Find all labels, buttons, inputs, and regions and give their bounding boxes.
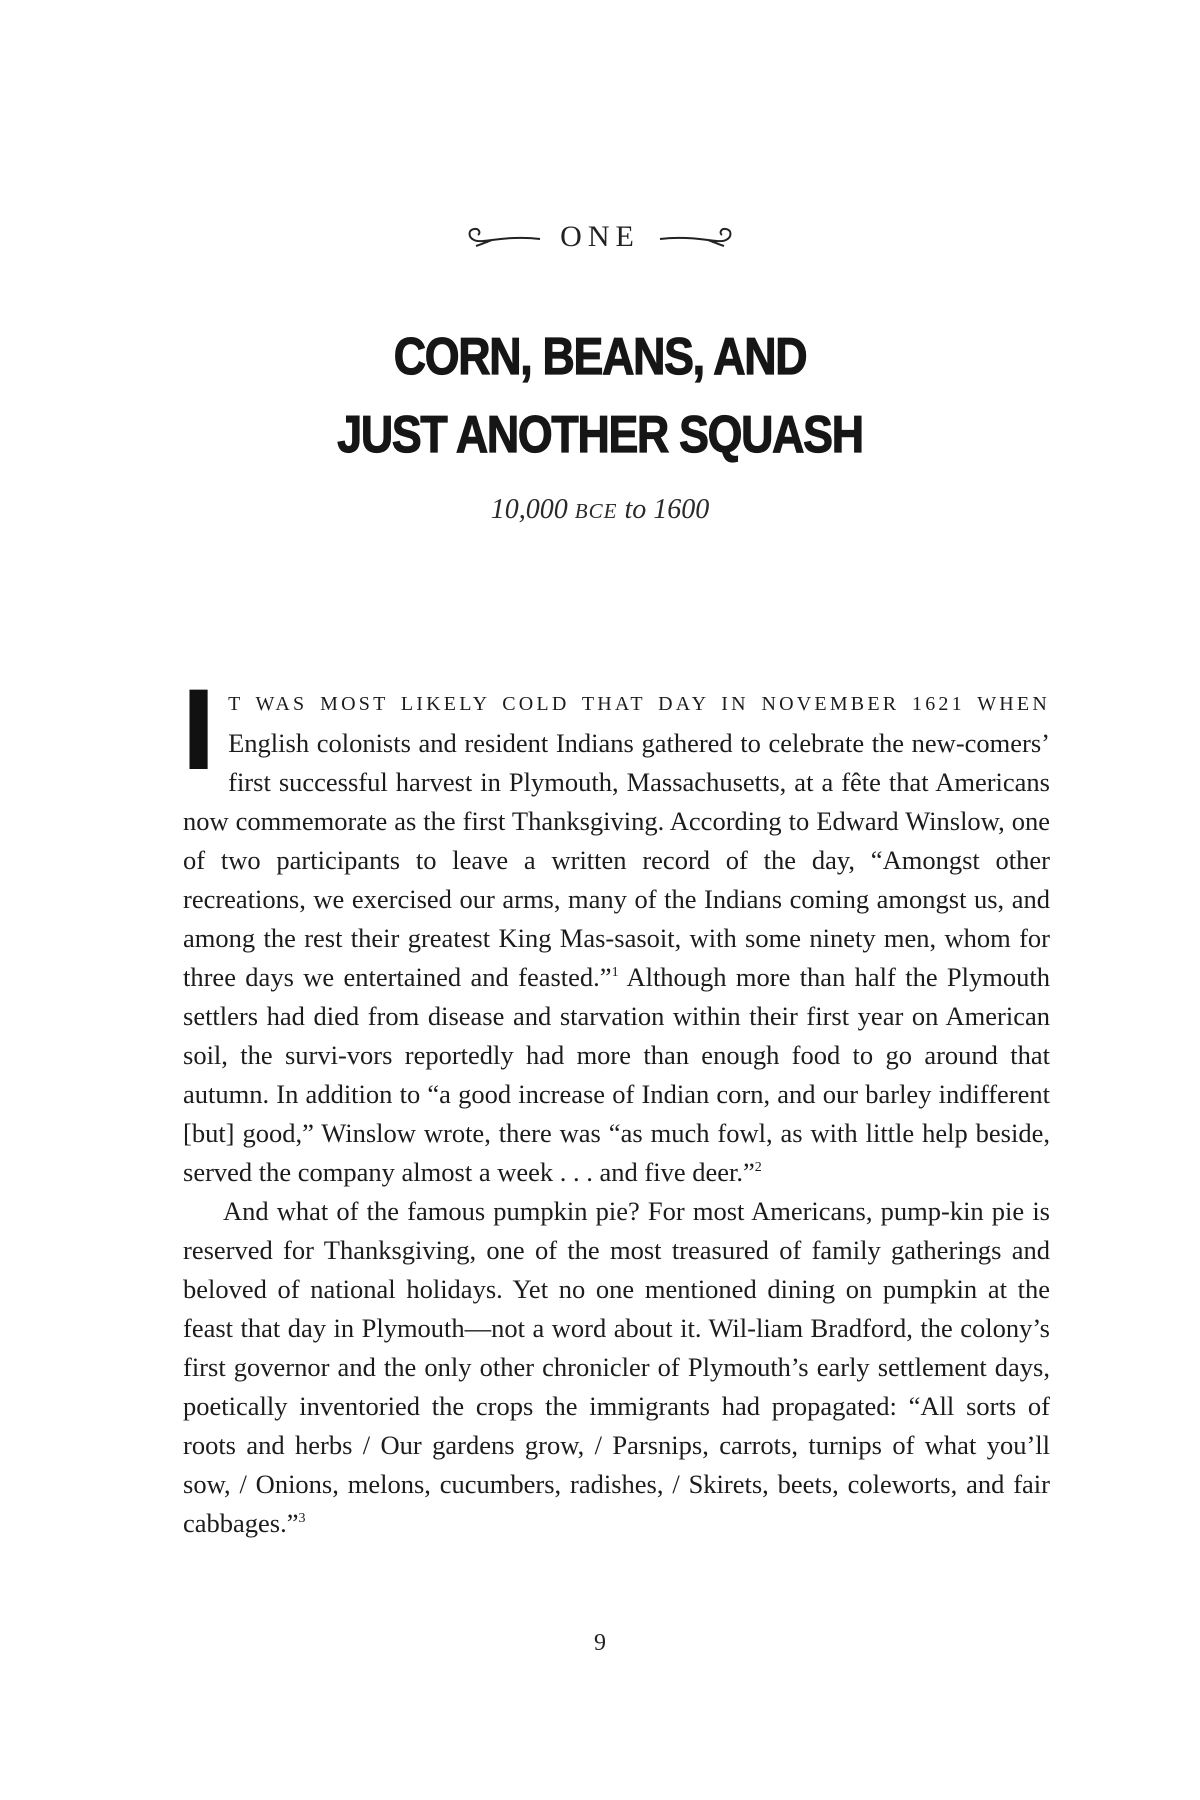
paragraph-2	[183, 1192, 1050, 1543]
paragraph-2-text: And what of the famous pumpkin pie? For most Americans, pump-kin pie is reserved for Thanksgiving, one of the most treasured of family gatherings and beloved of national holidays. Yet no one mentioned dining on pumpkin at the feast that day in Plymouth—not a word about it. Wil-liam Bradford, the colony’s first governor and the only other chronicler of Plymouth’s early settlement days, poetically inventoried the crops the immigrants had propagated: “All sorts of roots and herbs / Our gardens grow, / Parsnips, carrots, turnips of what you’ll sow, / Onions, melons, cucumbers, radishes, / Skirets, beets, coleworts, and fair cabbages.”	[183, 1196, 1050, 1538]
chapter-date-range	[0, 494, 1200, 526]
footnote-ref-1[interactable]: 1	[611, 965, 619, 981]
footnote-ref-2[interactable]: 2	[754, 1160, 762, 1176]
chapter-title-line-1: CORN, BEANS, AND	[393, 328, 807, 386]
left-flourish-icon	[454, 222, 542, 252]
date-range-end: to 1600	[617, 494, 710, 525]
drop-cap: I	[183, 667, 215, 792]
date-range-start: 10,000	[490, 494, 575, 525]
right-flourish-icon	[658, 222, 746, 252]
paragraph-1-text-a: English colonists and resident Indians gathered to celebrate the new-comers’ first successful harvest in Plymouth, Massachusetts, at a fête that Americans now commemorate as the first Thanksgiving. According to Edward Winslow, one of two participants to leave a written record of the day, “Amongst other recreations, we exercised our arms, many of the Indians coming amongst us, and among the rest their greatest King Mas-sasoit, with some ninety men, whom for three days we entertained and feasted.”	[183, 728, 1050, 992]
paragraph-1-text-b: Although more than half the Plymouth settlers had died from disease and starvation within their first year on American soil, the survi-vors reportedly had more than enough food to go around that autumn. In addition to “a good increase of Indian corn, and our barley indifferent [but] good,” Winslow wrote, there was “as much fowl, as with little help beside, served the company almost a week . . . and five deer.”	[183, 962, 1050, 1187]
opening-smallcaps: T WAS MOST LIKELY COLD THAT DAY IN NOVEMBER 1621 WHEN	[228, 693, 1050, 715]
chapter-number: ONE	[560, 220, 640, 253]
chapter-heading	[0, 220, 1200, 254]
chapter-title	[84, 318, 1116, 474]
paragraph-1	[183, 667, 1050, 1192]
chapter-title-line-2: JUST ANOTHER SQUASH	[337, 406, 863, 464]
body-text	[183, 667, 1050, 1543]
footnote-ref-3[interactable]: 3	[298, 1511, 306, 1527]
page-number: 9	[594, 1630, 606, 1656]
date-range-era: BCE	[574, 499, 618, 523]
